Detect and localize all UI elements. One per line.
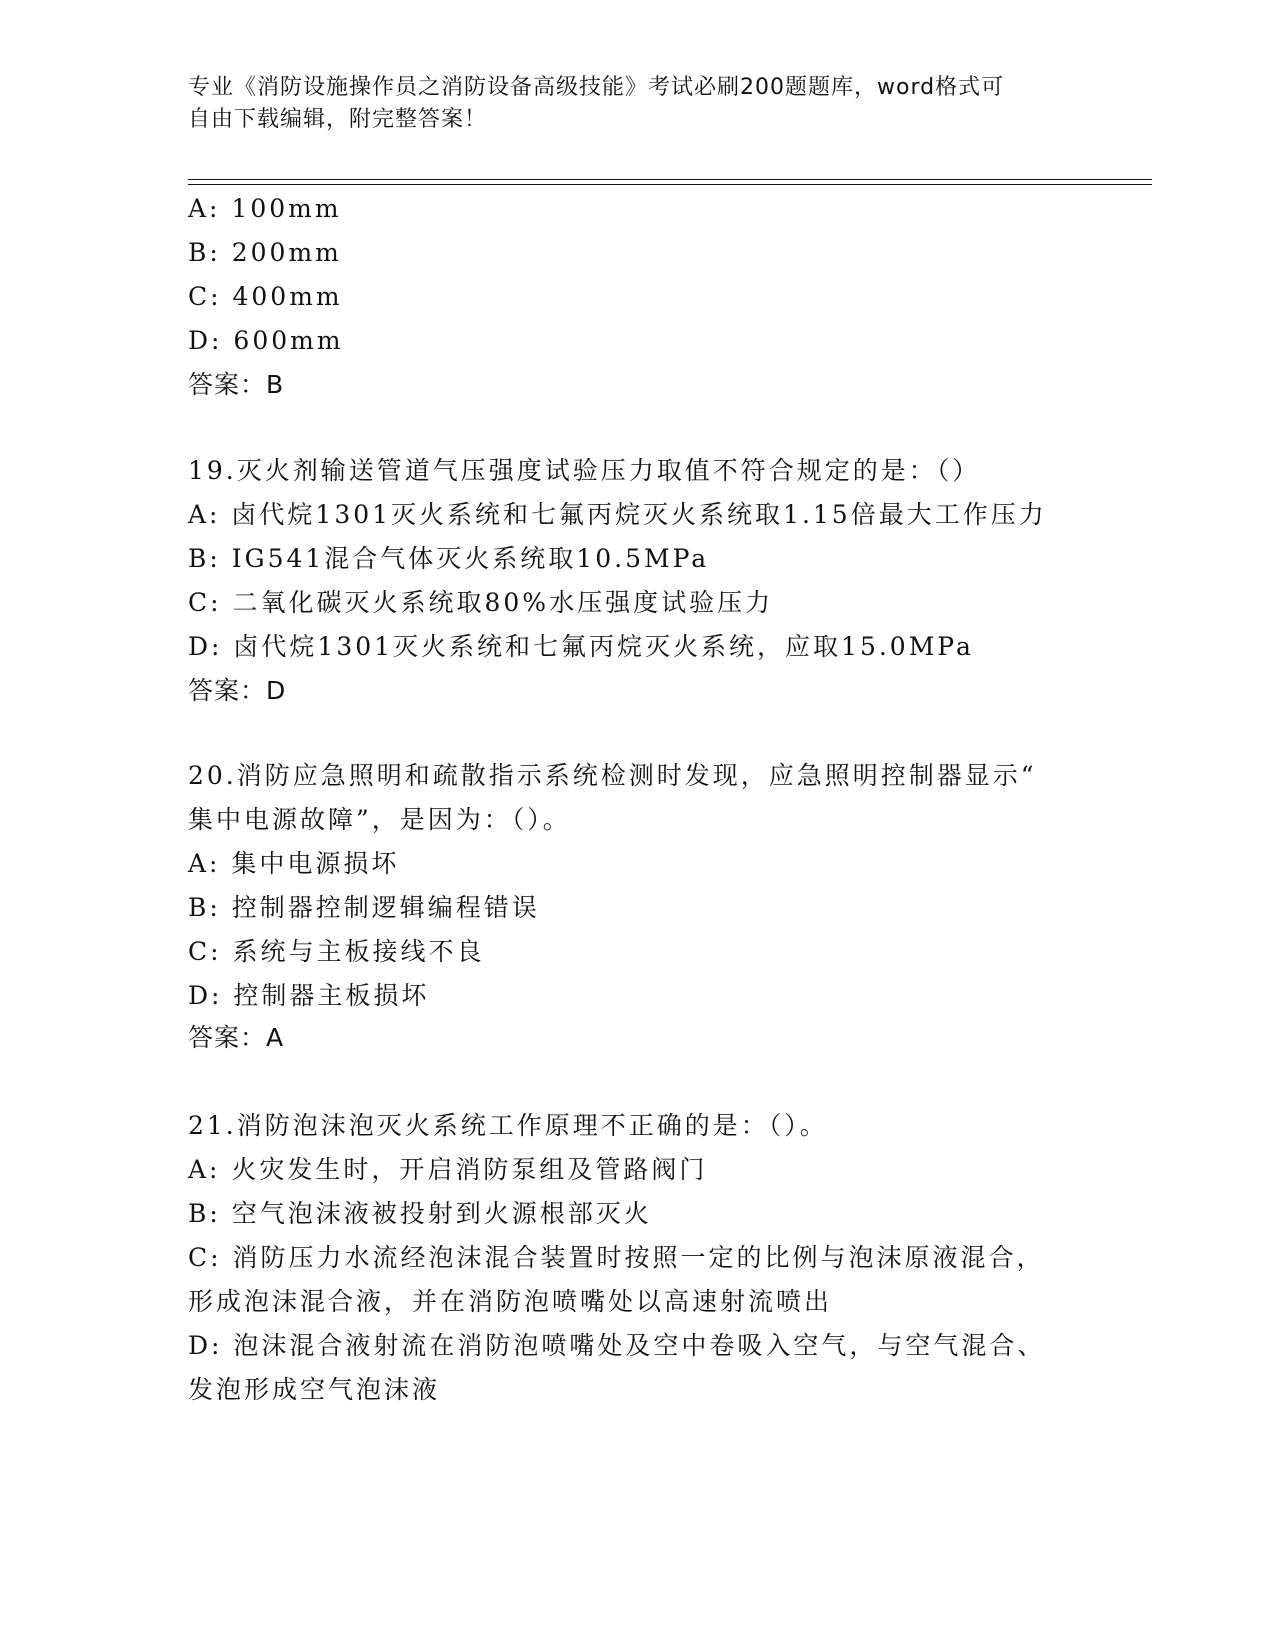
- q19-option-d: D: 卤代烷1301灭火系统和七氟丙烷灭火系统，应取15.0MPa: [188, 632, 974, 661]
- q19-answer: 答案：D: [188, 676, 287, 705]
- header-divider-bottom: [188, 184, 1152, 185]
- document-header: [188, 72, 1068, 136]
- q21-option-c-line-1: C: 消防压力水流经泡沫混合装置时按照一定的比例与泡沫原液混合，: [188, 1243, 1045, 1272]
- q21-option-a: A: 火灾发生时，开启消防泵组及管路阀门: [188, 1155, 708, 1184]
- q20-option-b: B: 控制器控制逻辑编程错误: [188, 893, 540, 922]
- q20-question-line-2: 集中电源故障”，是因为：（）。: [188, 805, 571, 834]
- q21-question: 21.消防泡沫泡灭火系统工作原理不正确的是：（）。: [188, 1111, 828, 1140]
- q21-option-b: B: 空气泡沫液被投射到火源根部灭火: [188, 1199, 652, 1228]
- q20-answer: 答案：A: [188, 1023, 285, 1052]
- q21-option-d-line-1: D: 泡沫混合液射流在消防泡喷嘴处及空中卷吸入空气，与空气混合、: [188, 1331, 1046, 1360]
- q18-option-d: D: 600mm: [188, 326, 344, 355]
- q18-option-c: C: 400mm: [188, 282, 343, 311]
- header-line-1: 专业《消防设施操作员之消防设备高级技能》考试必刷200题题库，word格式可: [188, 75, 1005, 100]
- header-divider-top: [188, 179, 1152, 180]
- q20-option-a: A: 集中电源损坏: [188, 849, 400, 878]
- q21-option-d-line-2: 发泡形成空气泡沫液: [188, 1375, 441, 1404]
- q21-option-c-line-2: 形成泡沫混合液，并在消防泡喷嘴处以高速射流喷出: [188, 1287, 833, 1316]
- q19-option-b: B: IG541混合气体灭火系统取10.5MPa: [188, 544, 710, 573]
- q19-question: 19.灭火剂输送管道气压强度试验压力取值不符合规定的是：（）: [188, 456, 981, 485]
- q19-option-c: C: 二氧化碳灭火系统取80%水压强度试验压力: [188, 588, 774, 617]
- q19-option-a: A: 卤代烷1301灭火系统和七氟丙烷灭火系统取1.15倍最大工作压力: [188, 500, 1047, 529]
- q18-option-a: A: 100mm: [188, 194, 342, 223]
- q20-option-d: D: 控制器主板损坏: [188, 981, 430, 1010]
- header-line-2: 自由下载编辑，附完整答案！: [188, 107, 488, 132]
- q20-option-c: C: 系统与主板接线不良: [188, 937, 485, 966]
- q18-answer: 答案：B: [188, 370, 285, 399]
- q18-option-b: B: 200mm: [188, 238, 342, 267]
- q20-question-line-1: 20.消防应急照明和疏散指示系统检测时发现，应急照明控制器显示“: [188, 761, 1037, 790]
